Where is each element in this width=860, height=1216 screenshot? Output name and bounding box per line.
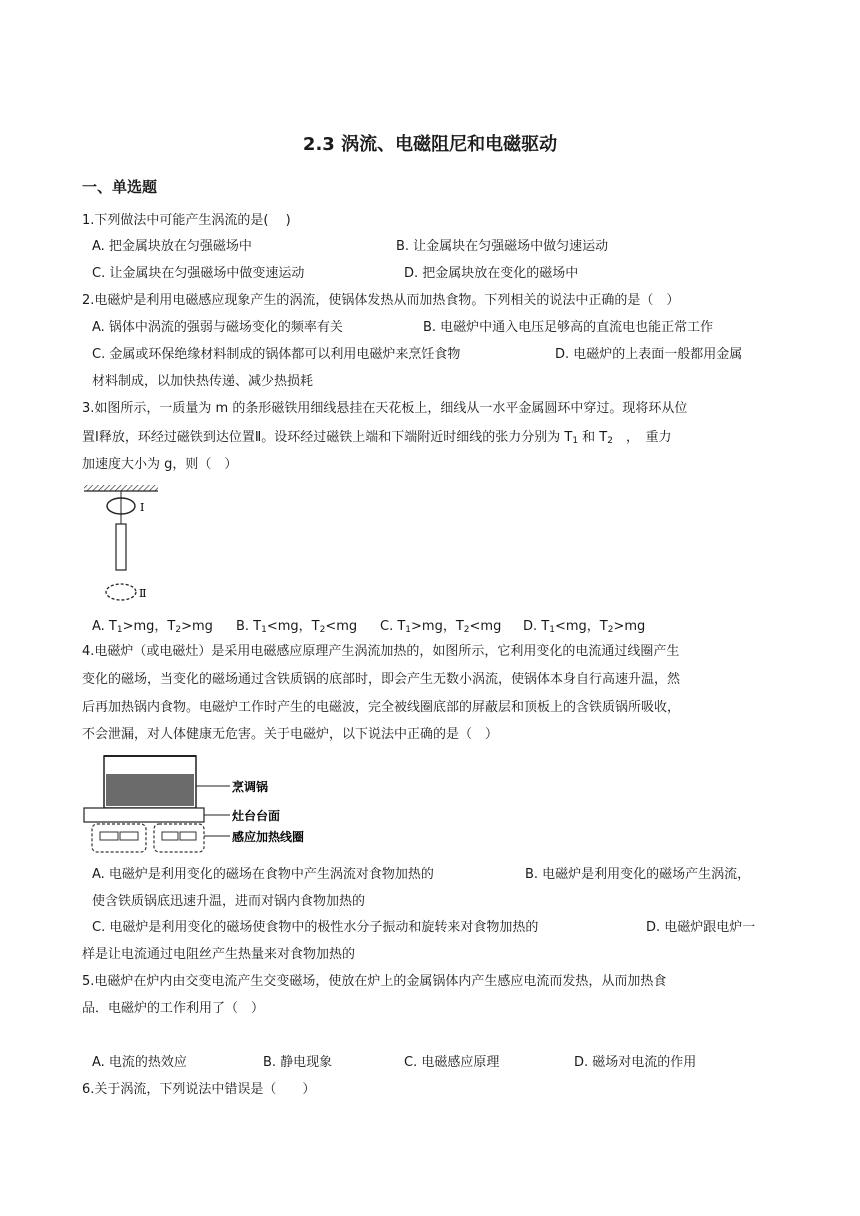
- question-3-option-a: A. $T_1>mg$，$T_2>mg$: [92, 619, 213, 635]
- question-4-option-a: A. 电磁炉是利用变化的磁场在食物中产生涡流对食物加热的: [92, 867, 434, 882]
- question-4-option-b: B. 电磁炉是利用变化的磁场产生涡流，: [525, 867, 751, 882]
- question-1-option-a: A. 把金属块放在匀强磁场中: [92, 239, 252, 254]
- question-6-stem: 6.关于涡流，下列说法中错误是（ ）: [82, 1082, 316, 1097]
- question-4-line-1: 4.电磁炉（或电磁灶）是采用电磁感应原理产生涡流加热的，如图所示，它利用变化的电流通过线圈产生: [82, 644, 680, 659]
- question-5-option-d: D. 磁场对电流的作用: [574, 1055, 697, 1070]
- question-1-option-d: D. 把金属块放在变化的磁场中: [404, 266, 579, 281]
- label-cooking-pot: 烹调锅: [232, 780, 269, 794]
- question-3-line-1: 3.如图所示，一质量为 m 的条形磁铁用细线悬挂在天花板上，细线从一水平金属圆环中穿过。现将环从位: [82, 401, 688, 416]
- question-2-option-b: B. 电磁炉中通入电压足够高的直流电也能正常工作: [423, 320, 714, 335]
- magnet-ring-figure: [82, 484, 162, 608]
- question-3-option-b: B. $T_1<mg$，$T_2<mg$: [236, 619, 358, 635]
- question-4-option-d-continued: 样是让电流通过电阻丝产生热量来对食物加热的: [82, 947, 356, 962]
- question-4-option-b-continued: 使含铁质锅底迅速升温，进而对锅内食物加热的: [92, 894, 366, 909]
- question-5-line-1: 5.电磁炉在炉内由交变电流产生交变磁场，使放在炉上的金属锅体内产生感应电流而发热，从而加热食: [82, 974, 667, 989]
- ring-position-2: [106, 584, 136, 600]
- question-2-option-c: C. 金属或环保绝缘材料制成的锅体都可以利用电磁炉来烹饪食物: [92, 347, 461, 362]
- induction-cooker-figure: [82, 752, 322, 856]
- question-2-option-d: D. 电磁炉的上表面一般都用金属: [555, 347, 743, 362]
- question-5-line-2: 品．电磁炉的工作利用了（ ）: [82, 1001, 265, 1016]
- question-4-option-d: D. 电磁炉跟电炉一: [646, 920, 756, 935]
- question-4-line-2: 变化的磁场，当变化的磁场通过含铁质锅的底部时，即会产生无数小涡流，使锅体本身自行高速升温，然: [82, 672, 681, 687]
- question-5-option-c: C. 电磁感应原理: [404, 1055, 500, 1070]
- label-heating-coil: 感应加热线圈: [232, 830, 305, 844]
- question-3-line-3: 加速度大小为 g，则（ ）: [82, 457, 238, 472]
- question-2-stem: 2.电磁炉是利用电磁感应现象产生的涡流，使锅体发热从而加热食物。下列相关的说法中正确的是（ ）: [82, 293, 680, 308]
- question-2-option-d-continued: 材料制成，以加快热传递、减少热损耗: [92, 374, 314, 389]
- section-heading: 一、单选题: [82, 178, 158, 196]
- question-2-option-a: A. 锅体中涡流的强弱与磁场变化的频率有关: [92, 320, 343, 335]
- question-1-option-b: B. 让金属块在匀强磁场中做匀速运动: [396, 239, 609, 254]
- question-4-line-4: 不会泄漏，对人体健康无危害。关于电磁炉，以下说法中正确的是（ ）: [82, 727, 499, 742]
- label-stove-top: 灶台台面: [232, 809, 281, 823]
- question-5-option-b: B. 静电现象: [263, 1055, 333, 1070]
- question-4-option-c: C. 电磁炉是利用变化的磁场使食物中的极性水分子振动和旋转来对食物加热的: [92, 920, 539, 935]
- question-1-option-c: C. 让金属块在匀强磁场中做变速运动: [92, 266, 305, 281]
- label-position-1: Ⅰ: [140, 501, 145, 514]
- ceiling-hatch: [84, 485, 158, 491]
- question-3-option-d: D. $T_1<mg$，$T_2>mg$: [523, 619, 646, 635]
- question-4-line-3: 后再加热锅内食物。电磁炉工作时产生的电磁波，完全被线圈底部的屏蔽层和顶板上的含铁质锅所吸收，: [82, 700, 681, 715]
- question-1-stem: 1.下列做法中可能产生涡流的是( ): [82, 213, 291, 228]
- label-position-2: Ⅱ: [139, 587, 147, 600]
- pot-contents: [106, 774, 194, 806]
- question-3-option-c: C. $T_1>mg$，$T_2<mg$: [380, 619, 502, 635]
- page-title: 2.3 涡流、电磁阻尼和电磁驱动: [302, 134, 558, 155]
- stove-top: [84, 808, 204, 822]
- question-3-line-2: 置Ⅰ释放，环经过磁铁到达位置Ⅱ。设环经过磁铁上端和下端附近时细线的张力分别为 $T_1$ 和 $T_2$ ， 重力: [82, 430, 672, 446]
- question-5-option-a: A. 电流的热效应: [92, 1055, 187, 1070]
- bar-magnet: [116, 524, 126, 570]
